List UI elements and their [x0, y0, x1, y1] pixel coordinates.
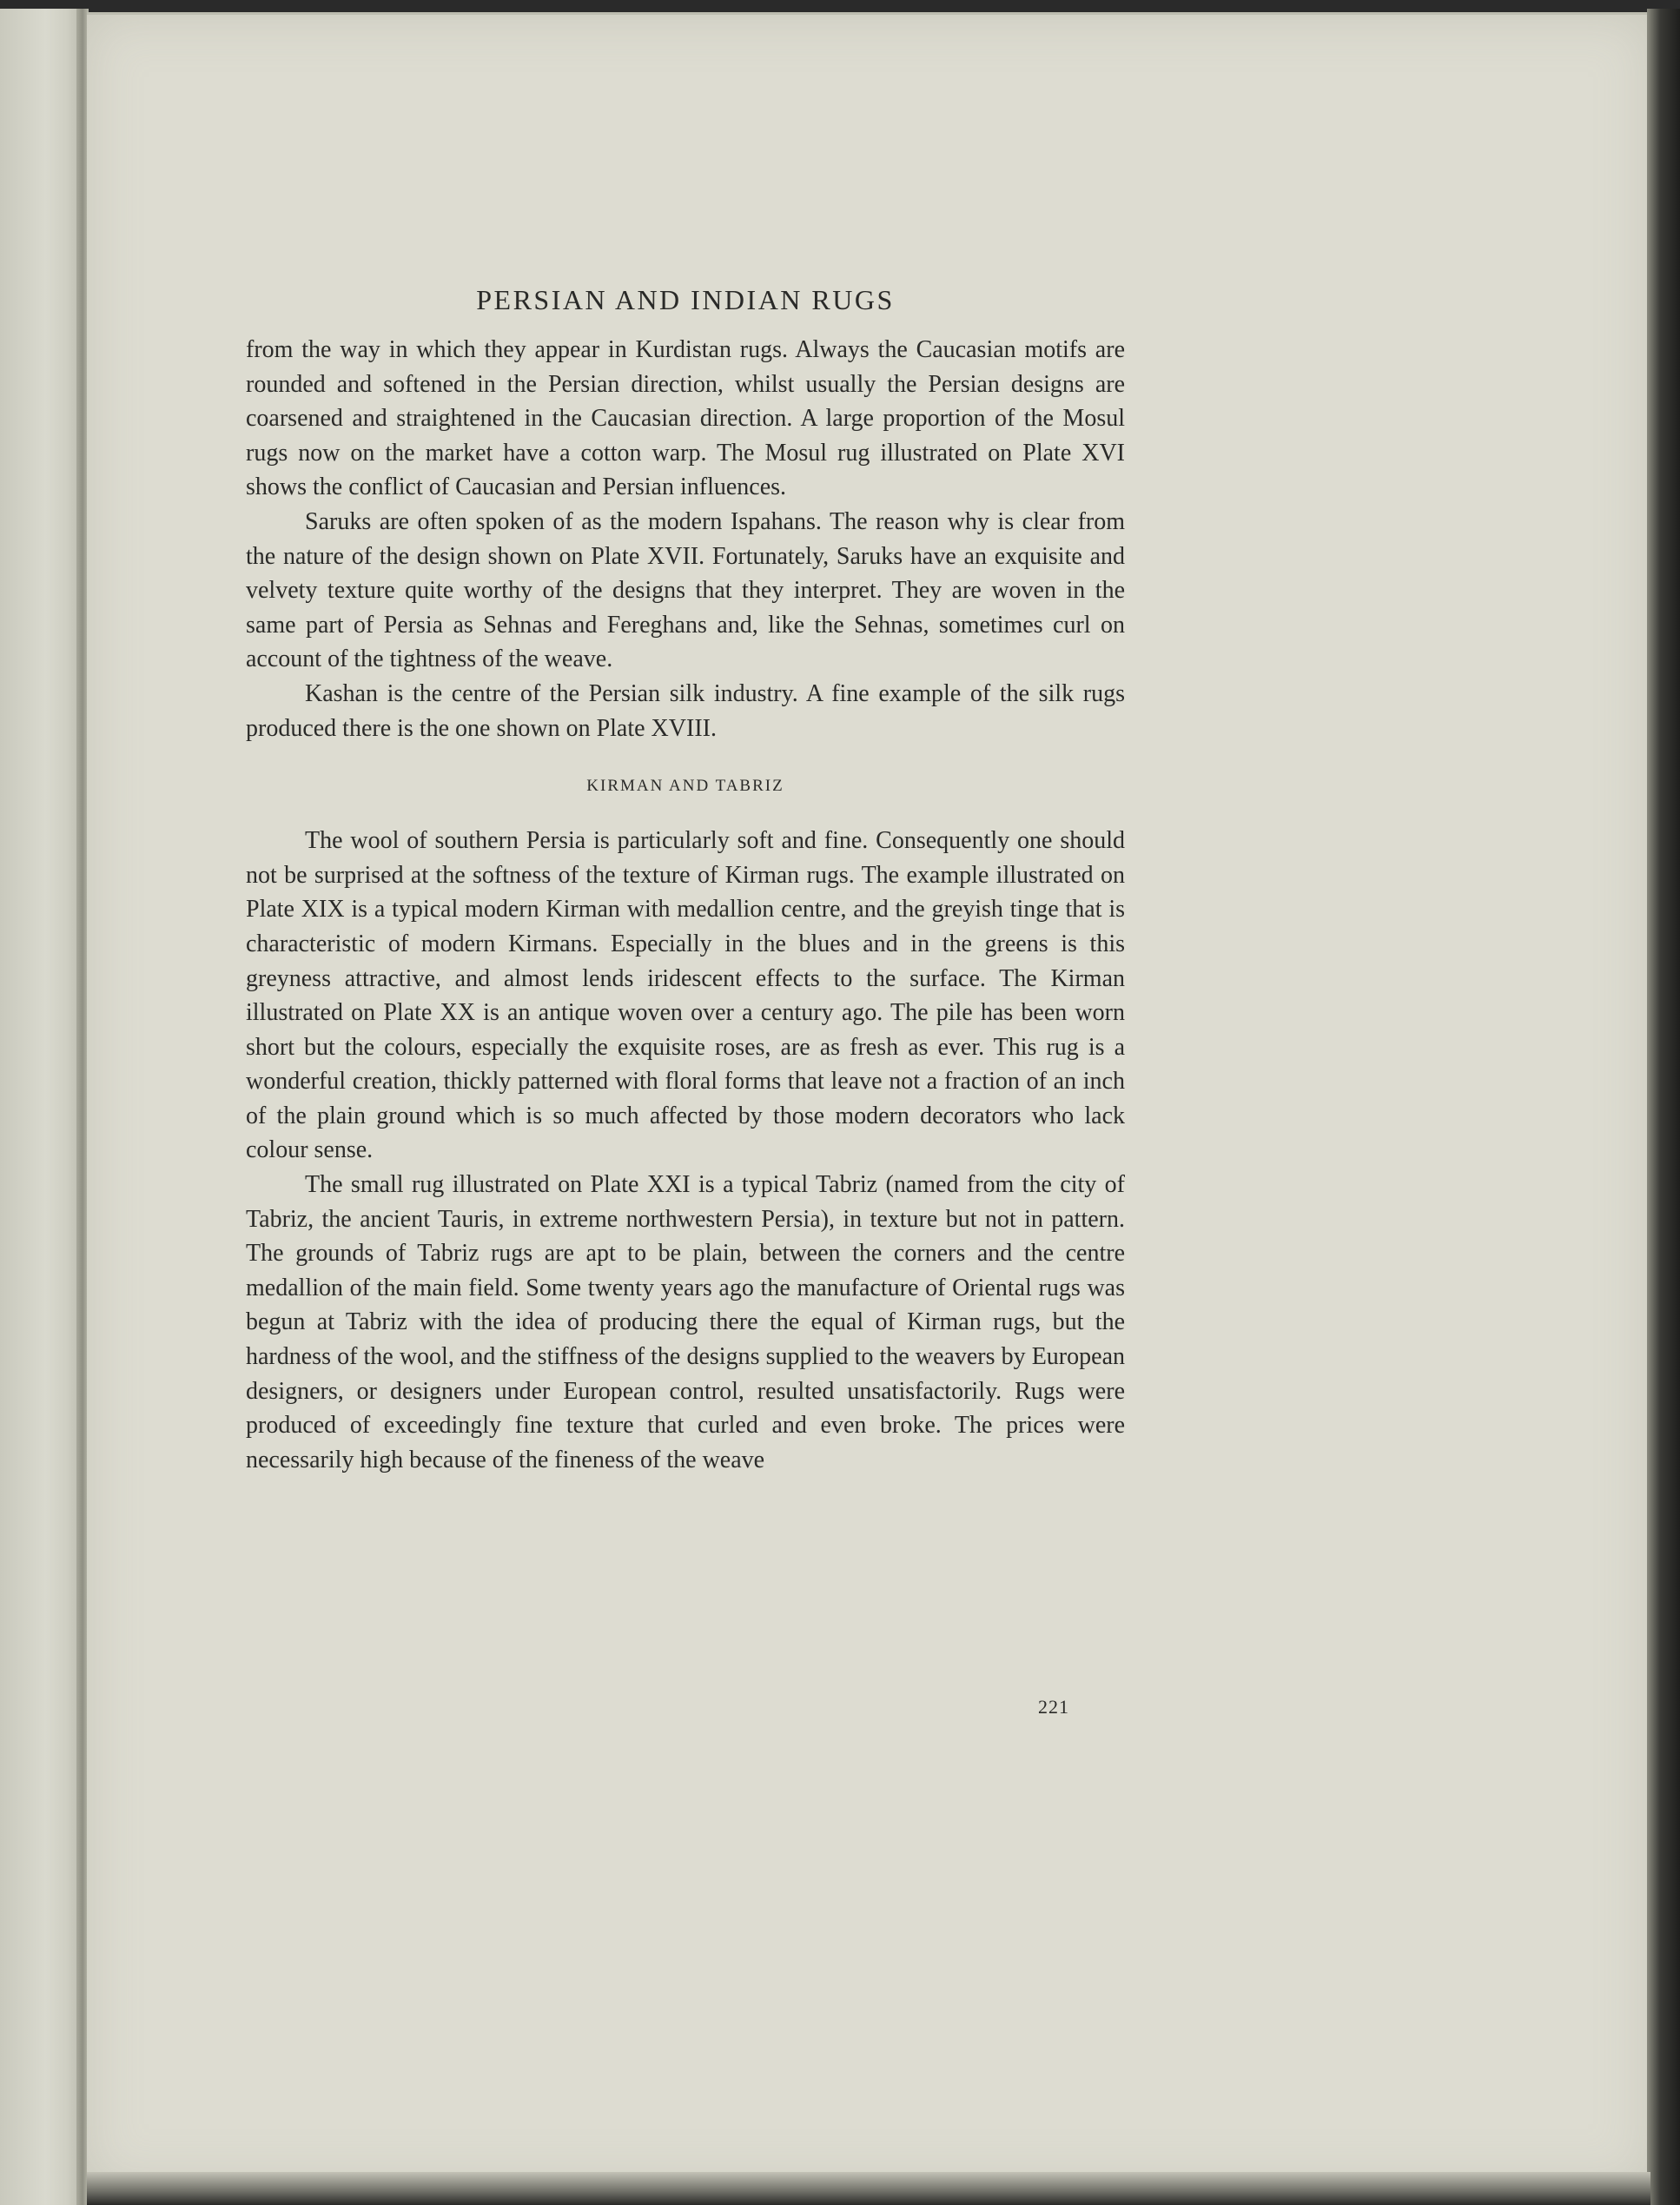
paragraph-kashan: Kashan is the centre of the Persian silk industry. A fine example of the silk rugs produced there is the one shown on Plate XVIII.	[246, 679, 1125, 742]
paragraph-saruks: Saruks are often spoken of as the modern Ispahans. The reason why is clear from the nature of the design shown on Plate XVII. Fortunately, Saruks have an exquisite and velvety texture quite worthy of the designs that they interpret. They are woven in the same part of Persia as Sehnas and Fereghans and, like the Sehnas, sometimes curl on account of the tightness of the weave.	[246, 507, 1125, 673]
page-number: 221	[1038, 1696, 1069, 1718]
facing-page-edge	[0, 9, 83, 2205]
paragraph-tabriz: The small rug illustrated on Plate XXI is a typical Tabriz (named from the city of Tabriz, the ancient Tauris, in extreme northwestern Persia), in texture but not in pattern. The grounds of Tabriz rugs are apt to be plain, between the corners and the centre medallion of the main field. Some twenty years ago the manufacture of Oriental rugs was begun at Tabriz with the idea of producing there the equal of Kirman rugs, but the hardness of the wool, and the stiffness of the designs supplied to the weavers by European designers, or designers under European control, resulted unsatisfactorily. Rugs were produced of exceedingly fine texture that curled and even broke. The prices were necessarily high because of the fineness of the weave	[246, 1171, 1125, 1473]
paragraph-continued: from the way in which they appear in Kurdistan rugs. Always the Caucasian motifs are rounded and softened in the Persian direction, whilst usually the Persian designs are coarsened and straightened in the Caucasian direction. A large proportion of the Mosul rugs now on the market have a cotton warp. The Mosul rug illustrated on Plate XVI shows the conflict of Caucasian and Persian influences.	[246, 336, 1125, 501]
text-block	[246, 282, 1125, 1477]
running-head: PERSIAN AND INDIAN RUGS	[476, 284, 895, 315]
section-heading: KIRMAN AND TABRIZ	[586, 777, 784, 796]
paragraph-kirman: The wool of southern Persia is particularly soft and fine. Consequently one should not be surprised at the softness of the texture of Kirman rugs. The example illustrated on Plate XIX is a typical modern Kirman with medallion centre, and the greyish tinge that is characteristic of modern Kirmans. Especially in the blues and in the greens is this greyness attractive, and almost lends iridescent effects to the surface. The Kirman illustrated on Plate XX is an antique woven over a century ago. The pile has been worn short but the colours, especially the exquisite roses, are as fresh as ever. This rug is a wonderful creation, thickly patterned with floral forms that leave not a fraction of an inch of the plain ground which is so much affected by those modern decorators who lack colour sense.	[246, 827, 1125, 1164]
page-bottom-shadow	[87, 2172, 1650, 2205]
page-right-shadow	[1647, 9, 1680, 2205]
